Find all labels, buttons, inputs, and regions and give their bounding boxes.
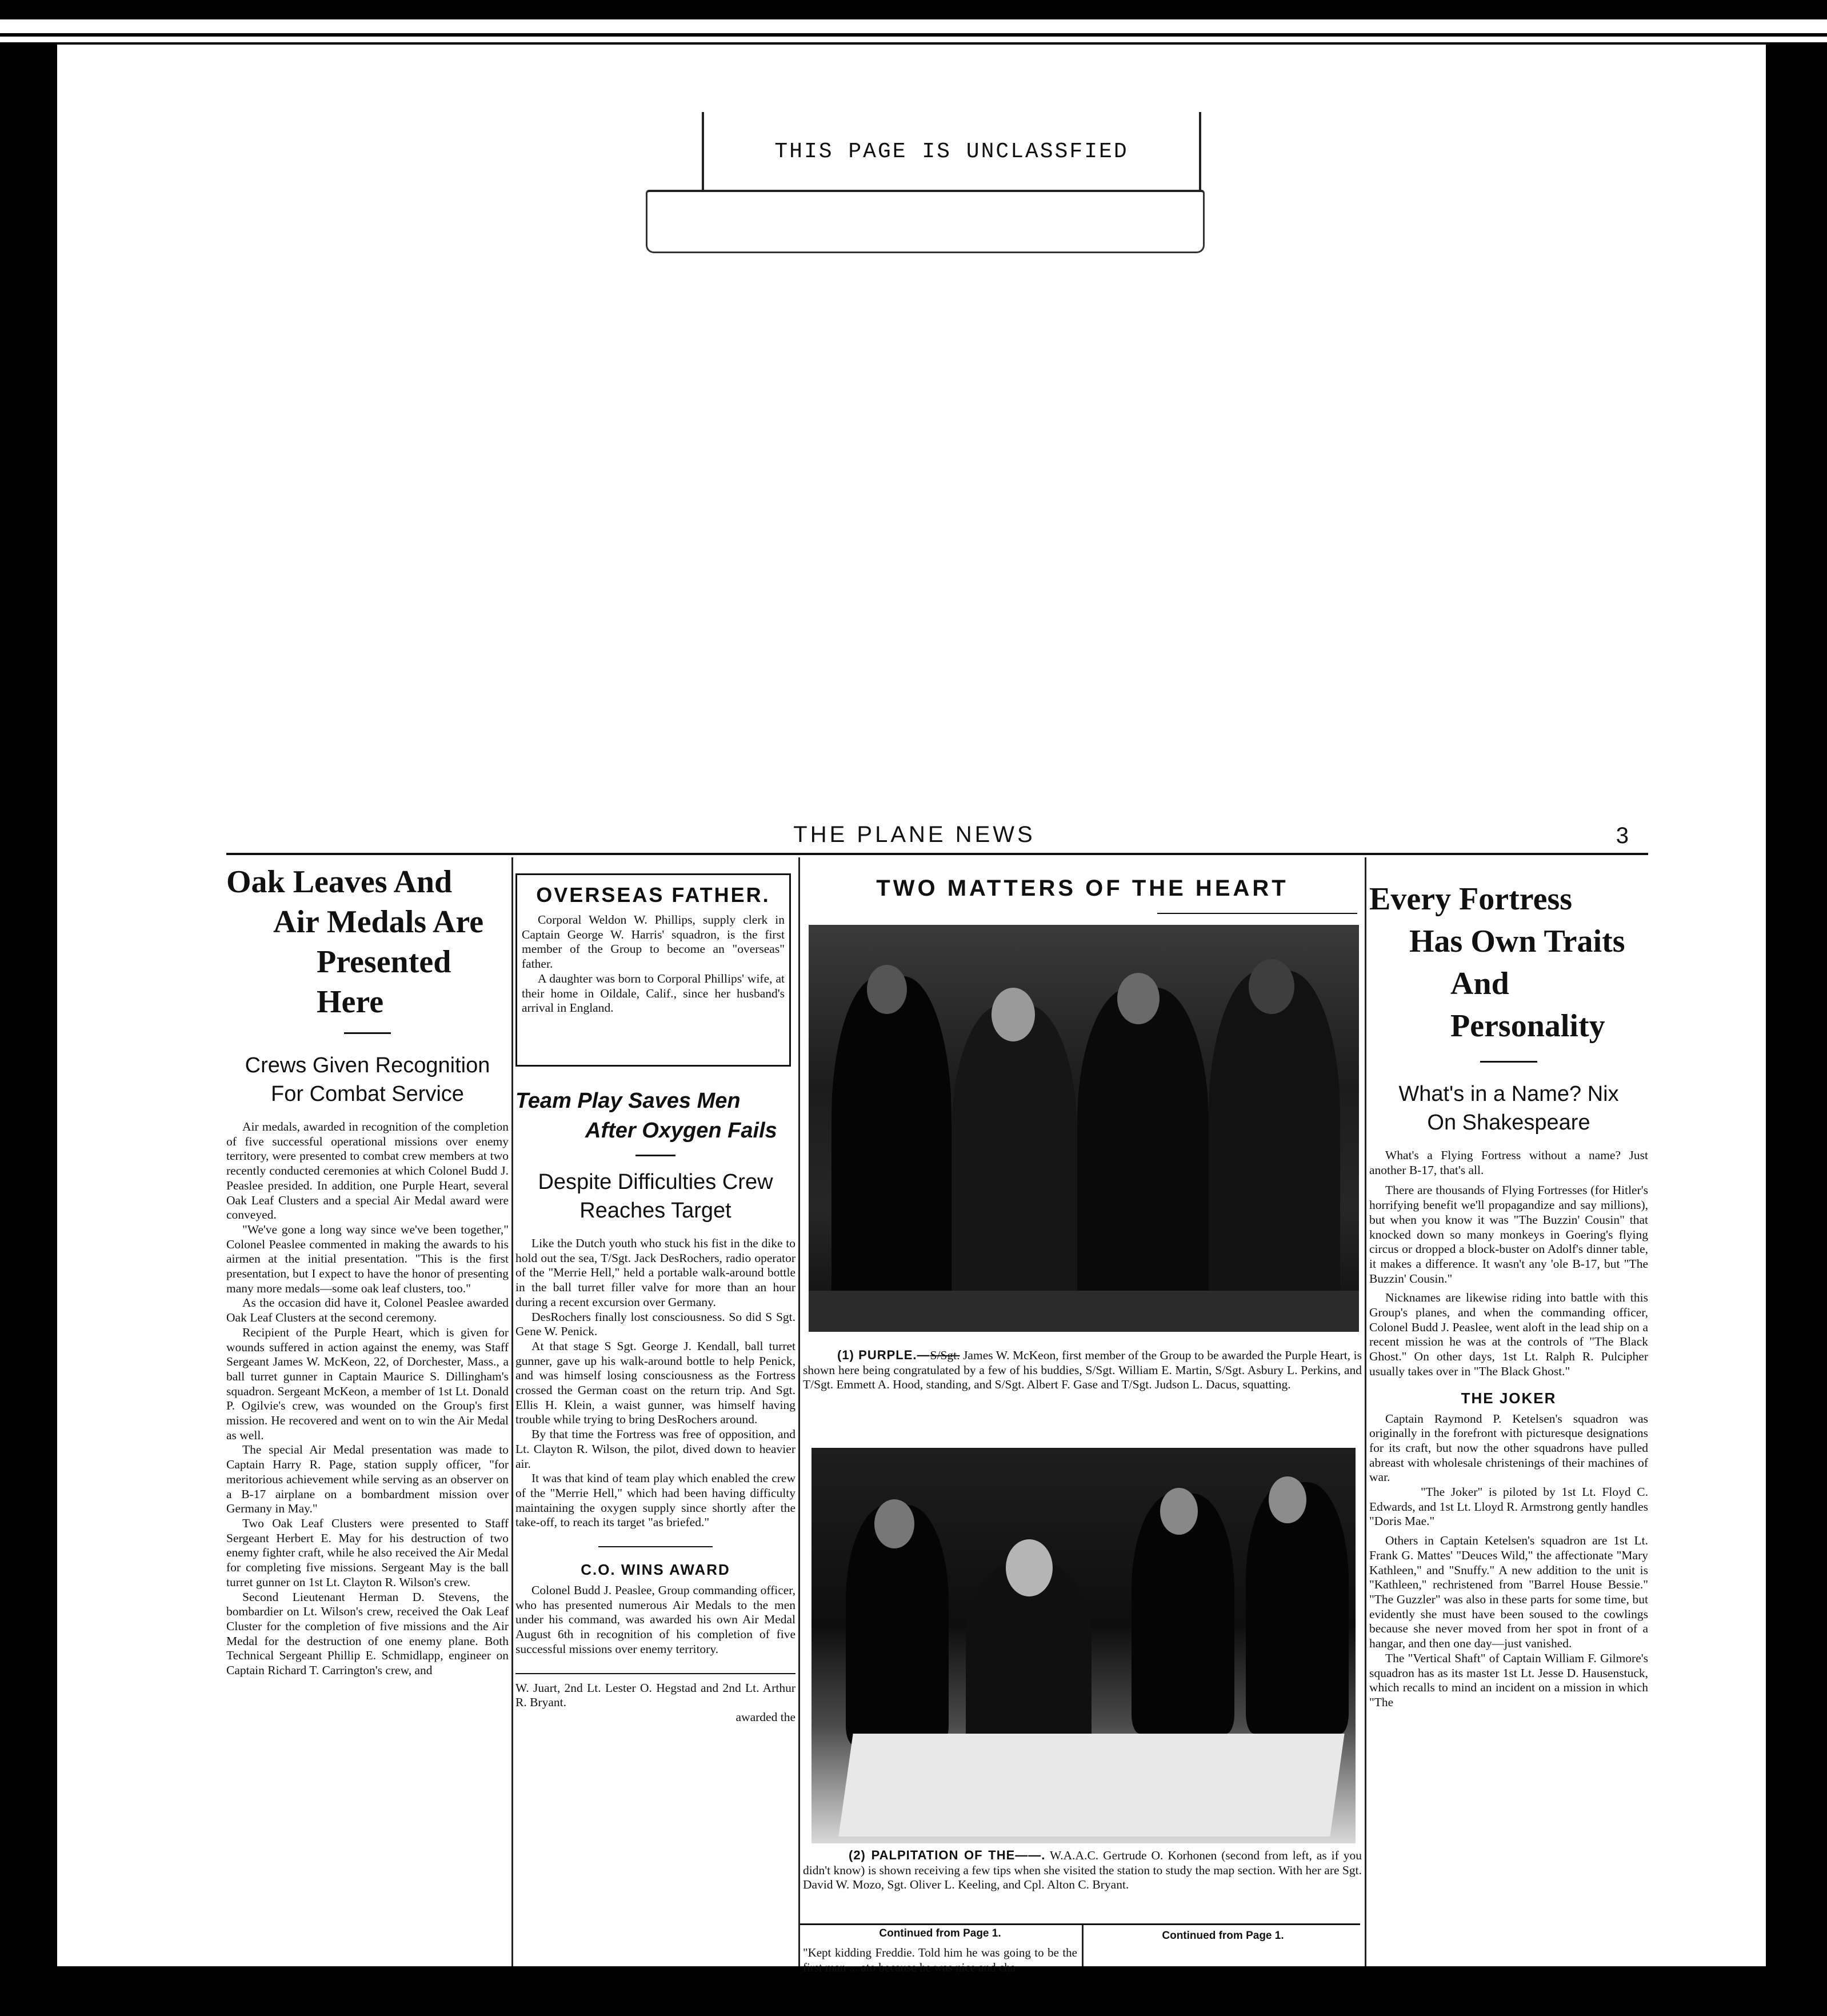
continued-snippet <box>803 1946 1077 1974</box>
column-rule <box>798 857 800 1966</box>
column-rule <box>511 857 513 1966</box>
scan-border-right <box>1766 45 1827 2016</box>
article-subhead-line: Crews Given Recognition <box>245 1053 490 1077</box>
headline-divider <box>344 1032 391 1034</box>
classification-stamp-text: THIS PAGE IS UNCLASSFIED <box>774 139 1129 164</box>
scan-rule <box>0 33 1827 37</box>
article-paragraph: Like the Dutch youth who stuck his fist in the dike to hold out the sea, T/Sgt. Jack DesRochers, radio operator of the "Merrie Hell," held a portable walk-around bottle in the ball turret filler valve for more than an hour during a recent excursion over Germany. <box>515 1236 795 1309</box>
article-divider <box>598 1546 713 1547</box>
photo-figure <box>1077 988 1209 1325</box>
article-paragraph: At that stage S Sgt. George J. Kendall, ball turret gunner, gave up his walk-around bottle to help Penick, and was himself losing consciousness as the Fortress crossed the German coast on the return trip. And Sgt. Ellis H. Klein, a waist gunner, was himself having trouble while trying to bring DesRochers around. <box>515 1339 795 1427</box>
photo-figure <box>1209 971 1340 1331</box>
headline-divider <box>1480 1061 1537 1063</box>
photo-figure <box>952 1005 1077 1325</box>
article-paragraph: Nicknames are likewise riding into battle with this Group's planes, and when the commanding officer, Colonel Budd J. Peaslee, went aloft in the lead ship on a recent mission he was at the controls of "The Black Ghost." On other days, 1st Lt. Ralph R. Pulcipher usually takes over in "The Black Ghost." <box>1369 1291 1648 1378</box>
photo-face <box>1117 973 1160 1024</box>
article-headline-line: Team Play Saves Men <box>515 1089 741 1113</box>
photo-waac-visit <box>811 1448 1356 1843</box>
section-head: THE JOKER <box>1461 1389 1557 1407</box>
classification-stamp <box>702 112 1201 191</box>
article-medals <box>226 862 509 1678</box>
caption-body: W.A.A.C. Gertrude O. Korhonen (second from left, as if you didn't know) is shown receiving a few tips when she visited the station to study the map section. With her are Sgt. David W. Mozo, Sgt. Oliver L. Keeling, and Cpl. Alton C. Bryant. <box>803 1849 1362 1891</box>
caption-label: (1) PURPLE.— <box>837 1348 930 1362</box>
photo-face <box>1160 1488 1198 1535</box>
article-paragraph: Colonel Budd J. Peaslee, Group commanding officer, who has presented numerous Air Medals to the men under his command, was awarded his own Air Medal August 6th in recognition of his completion of five successful missions over enemy territory. <box>515 1583 795 1656</box>
page-number: 3 <box>1616 823 1629 848</box>
photo-face <box>1249 959 1294 1014</box>
photo-face <box>1006 1539 1053 1596</box>
stamp-tab <box>646 190 1205 253</box>
article-paragraph: Second Lieutenant Herman D. Stevens, the bombardier on Lt. Wilson's crew, received the Oak Leaf Cluster for the completion of five missions and the Air Medal for the destruction of one enemy plane. Both Technical Sergeant Phillip E. Schmidlapp, engineer on Captain Richard T. Carrington's crew, and <box>226 1590 509 1678</box>
article-headline-line: Every Fortress <box>1369 881 1573 917</box>
photo-figure <box>831 976 952 1331</box>
article-headline: OVERSEAS FATHER. <box>536 883 770 907</box>
article-paragraph: Others in Captain Ketelsen's squadron are 1st Lt. Frank G. Mattes' "Deuces Wild," the affectionate "Mary Kathleen," and "Snuffy." A new addition to the unit is "Kathleen," rechristened from "Barrel House Bessie." "The Guzzler" was also in these parts for some time, but evidently she must have been soused to the cowlings because she never moved from her spot in front of a hangar, and then one day—just vanished. <box>1369 1534 1648 1651</box>
article-team-play <box>515 1086 795 1725</box>
article-paragraph: A daughter was born to Corporal Phillips' wife, at their home in Oildale, Calif., since her husband's arrival in England. <box>522 971 785 1015</box>
headline-rule <box>1157 913 1357 914</box>
article-paragraph: There are thousands of Flying Fortresses (for Hitler's horrifying benefit we'll propagandize and say millions), but when you know it was "The Buzzin' Cousin" that knocked down so many monkeys in Goering's flying circus or dropped a block-buster on Adolf's dinner table, it makes a difference. It wasn't any 'ole B-17, but "The Buzzin' Cousin." <box>1369 1183 1648 1286</box>
photo-caption <box>803 1848 1362 1893</box>
scan-rule <box>0 42 1827 45</box>
photo-face <box>1269 1476 1306 1523</box>
continued-rule <box>800 1923 1360 1925</box>
article-headline-line: And Personality <box>1450 966 1605 1044</box>
article-headline-line: Oak Leaves And <box>226 864 453 900</box>
article-divider <box>515 1673 795 1674</box>
scan-border-top <box>0 0 1827 19</box>
caption-text <box>803 1348 1362 1392</box>
article-headline-line: Presented Here <box>317 944 451 1020</box>
article-paragraph: "We've gone a long way since we've been together," Colonel Peaslee commented in making the awards to his airmen at the initial presentation. "This is the first presentation, but I expect to have the honor of presenting many more medals—some oak leaf clusters, too." <box>226 1222 509 1295</box>
photo-face <box>874 1499 914 1548</box>
caption-body: James W. McKeon, first member of the Group to be awarded the Purple Heart, is shown here being congratulated by a few of his buddies, S/Sgt. William E. Martin, S/Sgt. Asbury L. Perkins, and T/Sgt. Emmett A. Hood, standing, and S/Sgt. Albert F. Gase and T/Sgt. Judson L. Dacus, squatting. <box>803 1348 1362 1391</box>
continued-label: Continued from Page 1. <box>879 1927 1001 1939</box>
photo-face <box>992 988 1035 1041</box>
photo-caption <box>803 1348 1362 1392</box>
photo-floor <box>809 1291 1359 1332</box>
article-headline-line: Has Own Traits <box>1409 924 1625 959</box>
article-paragraph: "The Joker" is piloted by 1st Lt. Floyd C. Edwards, and 1st Lt. Lloyd R. Armstrong gently handles "Doris Mae." <box>1369 1485 1648 1528</box>
article-subhead-line: On Shakespeare <box>1427 1111 1590 1135</box>
article-subhead-line: What's in a Name? Nix <box>1398 1082 1619 1106</box>
caption-strike: S/Sgt. <box>930 1348 960 1362</box>
article-headline-line: After Oxygen Fails <box>585 1119 777 1143</box>
continued-label: Continued from Page 1. <box>1162 1930 1284 1942</box>
masthead-rule <box>226 853 1648 855</box>
article-paragraph: The special Air Medal presentation was made to Captain Harry R. Page, station supply officer, "for meritorious achievement while serving as an observer on a B-17 airplane on a bombardment mission over Germany in May." <box>226 1443 509 1516</box>
article-paragraph: Recipient of the Purple Heart, which is given for wounds suffered in action against the enemy, was Staff Sergeant James W. McKeon, 22, of Dorchester, Mass., a ball turret gunner in Captain Maurice S. Dillingham's squadron. Sergeant McKeon, a member of 1st Lt. Donald P. Ogilvie's crew, was wounded on the Group's first mission. He recovered and went on to win the Air Medal as well. <box>226 1325 509 1442</box>
feature-photos <box>803 862 1362 914</box>
continued-text: "Kept kidding Freddie. Told him he was going to be the first man ... ato because he was nice and cha <box>803 1946 1077 1974</box>
scan-border-left <box>0 45 57 2016</box>
column-rule <box>1365 857 1366 1966</box>
photo-purple-heart <box>809 925 1359 1332</box>
article-paragraph: DesRochers finally lost consciousness. So did S Sgt. Gene W. Penick. <box>515 1310 795 1339</box>
article-headline-line: Air Medals Are <box>273 904 484 940</box>
column-rule <box>1082 1925 1084 1966</box>
article-subhead-line: Reaches Target <box>579 1199 731 1223</box>
newspaper-masthead: THE PLANE NEWS <box>793 822 1036 847</box>
article-paragraph: Captain Raymond P. Ketelsen's squadron was originally in the forefront with picturesque designations for its craft, but now the other squadrons have pulled abreast with wholesale christenings of their machines of war. <box>1369 1411 1648 1484</box>
article-paragraph: By that time the Fortress was free of opposition, and Lt. Clayton R. Wilson, the pilot, dived down to heavier air. <box>515 1427 795 1471</box>
article-paragraph: What's a Flying Fortress without a name? Just another B-17, that's all. <box>1369 1148 1648 1177</box>
caption-label: (2) PALPITATION OF THE——. <box>849 1848 1046 1862</box>
article-paragraph: Corporal Weldon W. Phillips, supply clerk in Captain George W. Harris' squadron, is the first member of the Group to become an "overseas" father. <box>522 913 785 971</box>
article-paragraph: It was that kind of team play which enabled the crew of the "Merrie Hell," which had been having difficulty maintaining the oxygen supply since shortly after the take-off, to reach its target "as briefed." <box>515 1471 795 1530</box>
article-fragment: awarded the <box>735 1710 795 1724</box>
article-headline: C.O. WINS AWARD <box>581 1561 730 1579</box>
article-subhead-line: For Combat Service <box>271 1082 464 1106</box>
article-paragraph: The "Vertical Shaft" of Captain William F. Gilmore's squadron has as its master 1st Lt. Jesse D. Hausenstuck, which recalls to mind an incident on a mission in which "The <box>1369 1651 1648 1709</box>
article-paragraph: Air medals, awarded in recognition of the completion of five successful operational missions over enemy territory, were presented to combat crew members at two recently conducted ceremonies at which Colonel Budd J. Peaslee presided. In addition, one Purple Heart, several Oak Leaf Clusters and a special Air Medal award were conveyed. <box>226 1120 509 1222</box>
article-overseas-father <box>515 873 791 1067</box>
caption-text <box>803 1848 1362 1893</box>
photo-map-table <box>838 1734 1344 1837</box>
headline-divider <box>635 1155 675 1156</box>
article-subhead-line: Despite Difficulties Crew <box>538 1170 773 1194</box>
article-paragraph: Two Oak Leaf Clusters were presented to Staff Sergeant Herbert E. May for his destruction of two enemy fighter craft, while he also received the Air Medal for completing five missions. Sergeant May is the ball turret gunner on 1st Lt. Clayton R. Wilson's crew. <box>226 1516 509 1589</box>
article-paragraph: W. Juart, 2nd Lt. Lester O. Hegstad and 2nd Lt. Arthur R. Bryant. <box>515 1680 795 1710</box>
feature-headline: TWO MATTERS OF THE HEART <box>876 876 1289 901</box>
article-paragraph: As the occasion did have it, Colonel Peaslee awarded Oak Leaf Clusters at the second ceremony. <box>226 1296 509 1325</box>
article-fortress <box>1369 878 1648 1710</box>
photo-face <box>867 965 907 1014</box>
